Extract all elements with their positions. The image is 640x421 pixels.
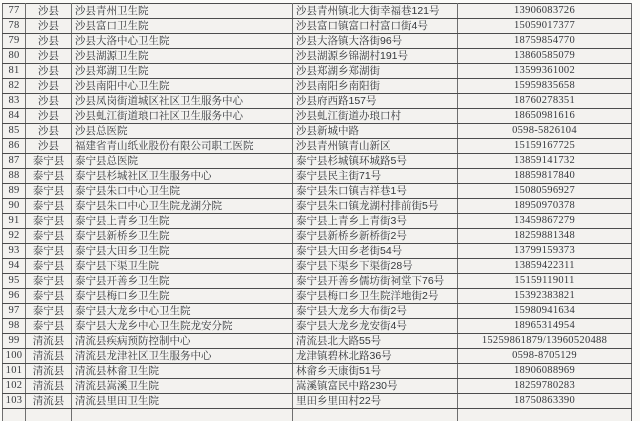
county-cell: 清流县 bbox=[26, 379, 72, 394]
row-number-cell: 92 bbox=[3, 229, 26, 244]
row-number-cell: 90 bbox=[3, 199, 26, 214]
address-cell: 泰宁县开善乡儒坊街祠堂下76号 bbox=[293, 274, 458, 289]
facility-name-cell: 泰宁县朱口中心卫生院 bbox=[72, 184, 293, 199]
county-cell: 泰宁县 bbox=[26, 214, 72, 229]
table-row bbox=[3, 139, 632, 154]
address-cell: 泰宁县朱口镇吉祥巷1号 bbox=[293, 184, 458, 199]
address-cell: 沙县大洛镇大洛街96号 bbox=[293, 34, 458, 49]
facility-name-cell: 沙县郑湖卫生院 bbox=[72, 64, 293, 79]
address-cell: 嵩溪镇富民中路230号 bbox=[293, 379, 458, 394]
table-row bbox=[3, 319, 632, 334]
phone-cell: 18859817840 bbox=[458, 169, 632, 184]
table-row bbox=[3, 379, 632, 394]
row-number-cell: 85 bbox=[3, 124, 26, 139]
phone-cell: 18650981616 bbox=[458, 109, 632, 124]
row-number-cell: 99 bbox=[3, 334, 26, 349]
phone-cell: 13860585079 bbox=[458, 49, 632, 64]
row-number-cell: 83 bbox=[3, 94, 26, 109]
county-cell: 沙县 bbox=[26, 79, 72, 94]
address-cell: 沙县虬江街道办琅口村 bbox=[293, 109, 458, 124]
row-number-cell: 89 bbox=[3, 184, 26, 199]
address-cell: 里田乡里田村22号 bbox=[293, 394, 458, 409]
table-row bbox=[3, 199, 632, 214]
phone-cell: 13799159373 bbox=[458, 244, 632, 259]
table-row bbox=[3, 124, 632, 139]
phone-cell: 0598-5826104 bbox=[458, 124, 632, 139]
facility-name-cell: 泰宁县总医院 bbox=[72, 154, 293, 169]
phone-cell: 18760278351 bbox=[458, 94, 632, 109]
phone-cell: 15959835658 bbox=[458, 79, 632, 94]
county-cell: 清流县 bbox=[26, 334, 72, 349]
row-number-cell: 82 bbox=[3, 79, 26, 94]
county-cell: 清流县 bbox=[26, 394, 72, 409]
county-cell: 沙县 bbox=[26, 4, 72, 19]
facility-name-cell: 沙县总医院 bbox=[72, 124, 293, 139]
table-row bbox=[3, 364, 632, 379]
table-row bbox=[3, 289, 632, 304]
row-number-cell bbox=[3, 409, 26, 421]
row-number-cell: 84 bbox=[3, 109, 26, 124]
row-number-cell: 87 bbox=[3, 154, 26, 169]
county-cell bbox=[26, 409, 72, 421]
county-cell: 清流县 bbox=[26, 364, 72, 379]
phone-cell: 15392383821 bbox=[458, 289, 632, 304]
facility-name-cell: 泰宁县上青乡卫生院 bbox=[72, 214, 293, 229]
address-cell: 泰宁县大田乡老街54号 bbox=[293, 244, 458, 259]
table-row bbox=[3, 349, 632, 364]
facility-name-cell: 清流县龙津社区卫生服务中心 bbox=[72, 349, 293, 364]
row-number-cell: 77 bbox=[3, 4, 26, 19]
facility-name-cell: 泰宁县开善乡卫生院 bbox=[72, 274, 293, 289]
address-cell: 沙县青州镇青山新区 bbox=[293, 139, 458, 154]
address-cell bbox=[293, 409, 458, 421]
facility-name-cell: 沙县南阳中心卫生院 bbox=[72, 79, 293, 94]
phone-cell: 18259881348 bbox=[458, 229, 632, 244]
table-row bbox=[3, 169, 632, 184]
facility-name-cell: 泰宁县梅口乡卫生院 bbox=[72, 289, 293, 304]
facility-name-cell: 泰宁县大龙乡中心卫生院 bbox=[72, 304, 293, 319]
address-cell: 沙县府西路157号 bbox=[293, 94, 458, 109]
facility-name-cell: 沙县大洛中心卫生院 bbox=[72, 34, 293, 49]
county-cell: 沙县 bbox=[26, 19, 72, 34]
row-number-cell: 96 bbox=[3, 289, 26, 304]
county-cell: 泰宁县 bbox=[26, 169, 72, 184]
row-number-cell: 94 bbox=[3, 259, 26, 274]
address-cell: 泰宁县下渠乡下渠街28号 bbox=[293, 259, 458, 274]
facility-name-cell: 沙县富口卫生院 bbox=[72, 19, 293, 34]
table-row bbox=[3, 409, 632, 421]
facility-name-cell: 清流县疾病预防控制中心 bbox=[72, 334, 293, 349]
address-cell: 清流县北大路55号 bbox=[293, 334, 458, 349]
facility-name-cell: 沙县青州卫生院 bbox=[72, 4, 293, 19]
table-row bbox=[3, 154, 632, 169]
county-cell: 沙县 bbox=[26, 124, 72, 139]
phone-cell: 13599361002 bbox=[458, 64, 632, 79]
row-number-cell: 93 bbox=[3, 244, 26, 259]
phone-cell: 15059017377 bbox=[458, 19, 632, 34]
address-cell: 龙津镇碧林北路36号 bbox=[293, 349, 458, 364]
phone-cell: 13859141732 bbox=[458, 154, 632, 169]
table-row bbox=[3, 394, 632, 409]
county-cell: 泰宁县 bbox=[26, 244, 72, 259]
row-number-cell: 97 bbox=[3, 304, 26, 319]
row-number-cell: 86 bbox=[3, 139, 26, 154]
phone-cell: 18950970378 bbox=[458, 199, 632, 214]
address-cell: 泰宁县杉城镇环城路5号 bbox=[293, 154, 458, 169]
table-row bbox=[3, 334, 632, 349]
county-cell: 沙县 bbox=[26, 109, 72, 124]
county-cell: 沙县 bbox=[26, 64, 72, 79]
address-cell: 泰宁县朱口镇龙湖村排前街5号 bbox=[293, 199, 458, 214]
row-number-cell: 95 bbox=[3, 274, 26, 289]
county-cell: 泰宁县 bbox=[26, 154, 72, 169]
address-cell: 沙县南阳乡南阳街 bbox=[293, 79, 458, 94]
address-cell: 泰宁县梅口乡卫生院洋地街2号 bbox=[293, 289, 458, 304]
facility-name-cell: 沙县虬江街道琅口社区卫生服务中心 bbox=[72, 109, 293, 124]
table-row bbox=[3, 304, 632, 319]
row-number-cell: 102 bbox=[3, 379, 26, 394]
county-cell: 泰宁县 bbox=[26, 304, 72, 319]
facility-name-cell: 泰宁县朱口中心卫生院龙湖分院 bbox=[72, 199, 293, 214]
table-row bbox=[3, 109, 632, 124]
address-cell: 沙县郑湖乡郑湖街 bbox=[293, 64, 458, 79]
row-number-cell: 79 bbox=[3, 34, 26, 49]
address-cell: 沙县青州镇北大街幸福巷121号 bbox=[293, 4, 458, 19]
address-cell: 泰宁县大龙乡大布街2号 bbox=[293, 304, 458, 319]
phone-cell: 18259780283 bbox=[458, 379, 632, 394]
phone-cell: 18750863390 bbox=[458, 394, 632, 409]
phone-cell: 15159167725 bbox=[458, 139, 632, 154]
county-cell: 泰宁县 bbox=[26, 184, 72, 199]
table-row bbox=[3, 49, 632, 64]
county-cell: 泰宁县 bbox=[26, 274, 72, 289]
table-row bbox=[3, 184, 632, 199]
table-row bbox=[3, 229, 632, 244]
county-cell: 泰宁县 bbox=[26, 199, 72, 214]
phone-cell: 15259861879/13960520488 bbox=[458, 334, 632, 349]
phone-cell: 0598-8705129 bbox=[458, 349, 632, 364]
table-row bbox=[3, 244, 632, 259]
table-row bbox=[3, 79, 632, 94]
facility-name-cell: 清流县林畲卫生院 bbox=[72, 364, 293, 379]
row-number-cell: 80 bbox=[3, 49, 26, 64]
health-facility-table bbox=[2, 3, 632, 421]
row-number-cell: 100 bbox=[3, 349, 26, 364]
row-number-cell: 81 bbox=[3, 64, 26, 79]
row-number-cell: 98 bbox=[3, 319, 26, 334]
county-cell: 沙县 bbox=[26, 49, 72, 64]
phone-cell bbox=[458, 409, 632, 421]
address-cell: 泰宁县新桥乡新桥街2号 bbox=[293, 229, 458, 244]
table-row bbox=[3, 94, 632, 109]
county-cell: 沙县 bbox=[26, 94, 72, 109]
row-number-cell: 103 bbox=[3, 394, 26, 409]
table-row bbox=[3, 34, 632, 49]
county-cell: 泰宁县 bbox=[26, 289, 72, 304]
address-cell: 泰宁县民主街71号 bbox=[293, 169, 458, 184]
table-row bbox=[3, 19, 632, 34]
phone-cell: 18906088969 bbox=[458, 364, 632, 379]
address-cell: 泰宁县大龙乡龙安街4号 bbox=[293, 319, 458, 334]
phone-cell: 18965314954 bbox=[458, 319, 632, 334]
county-cell: 泰宁县 bbox=[26, 319, 72, 334]
facility-name-cell: 福建省青山纸业股份有限公司职工医院 bbox=[72, 139, 293, 154]
row-number-cell: 91 bbox=[3, 214, 26, 229]
table-row bbox=[3, 214, 632, 229]
county-cell: 泰宁县 bbox=[26, 229, 72, 244]
address-cell: 泰宁县上青乡上青街3号 bbox=[293, 214, 458, 229]
phone-cell: 18759854770 bbox=[458, 34, 632, 49]
facility-name-cell: 泰宁县杉城社区卫生服务中心 bbox=[72, 169, 293, 184]
county-cell: 清流县 bbox=[26, 349, 72, 364]
address-cell: 沙县湖源乡锦湖村191号 bbox=[293, 49, 458, 64]
table-row bbox=[3, 259, 632, 274]
county-cell: 泰宁县 bbox=[26, 259, 72, 274]
facility-name-cell: 清流县嵩溪卫生院 bbox=[72, 379, 293, 394]
table-row bbox=[3, 64, 632, 79]
facility-name-cell: 清流县里田卫生院 bbox=[72, 394, 293, 409]
address-cell: 沙县富口镇富口村富口街4号 bbox=[293, 19, 458, 34]
address-cell: 沙县新城中路 bbox=[293, 124, 458, 139]
phone-cell: 15080596927 bbox=[458, 184, 632, 199]
phone-cell: 15159119011 bbox=[458, 274, 632, 289]
facility-name-cell: 沙县湖源卫生院 bbox=[72, 49, 293, 64]
row-number-cell: 88 bbox=[3, 169, 26, 184]
facility-name-cell: 泰宁县新桥乡卫生院 bbox=[72, 229, 293, 244]
phone-cell: 13906083726 bbox=[458, 4, 632, 19]
row-number-cell: 78 bbox=[3, 19, 26, 34]
address-cell: 林畲乡天康街51号 bbox=[293, 364, 458, 379]
county-cell: 沙县 bbox=[26, 139, 72, 154]
table-row bbox=[3, 274, 632, 289]
phone-cell: 13459867279 bbox=[458, 214, 632, 229]
facility-name-cell bbox=[72, 409, 293, 421]
phone-cell: 13859422311 bbox=[458, 259, 632, 274]
county-cell: 沙县 bbox=[26, 34, 72, 49]
row-number-cell: 101 bbox=[3, 364, 26, 379]
facility-name-cell: 泰宁县下渠卫生院 bbox=[72, 259, 293, 274]
scanned-table-sheet bbox=[2, 3, 632, 421]
facility-name-cell: 沙县凤岗街道城区社区卫生服务中心 bbox=[72, 94, 293, 109]
facility-name-cell: 泰宁县大田乡卫生院 bbox=[72, 244, 293, 259]
table-row bbox=[3, 4, 632, 19]
phone-cell: 15980941634 bbox=[458, 304, 632, 319]
facility-name-cell: 泰宁县大龙乡中心卫生院龙安分院 bbox=[72, 319, 293, 334]
